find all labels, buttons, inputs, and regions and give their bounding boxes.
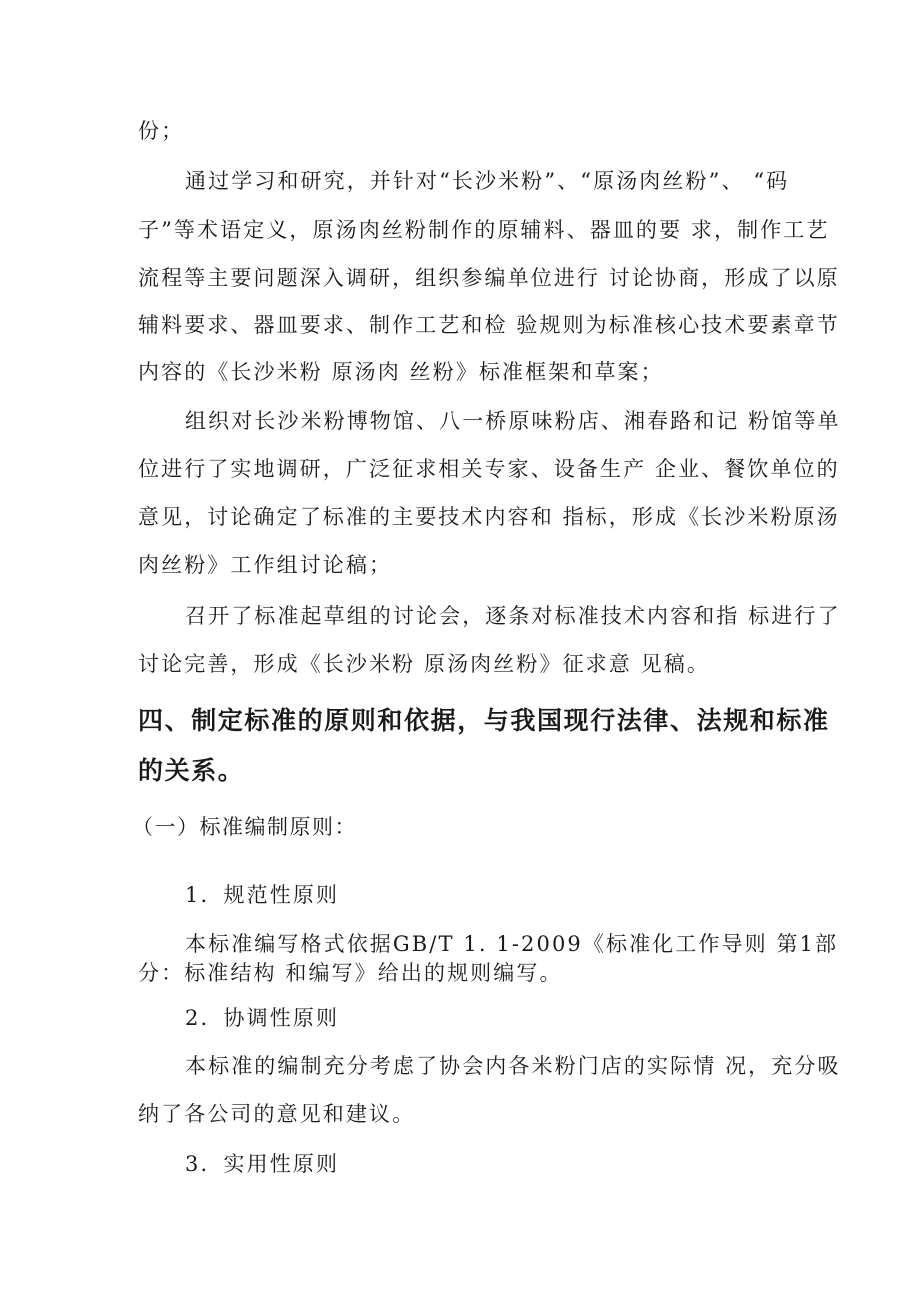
paragraph-line: 召开了标准起草组的讨论会，逐条对标准技术内容和指 标进行了 <box>185 604 841 628</box>
paragraph-line: 位进行了实地调研，广泛征求相关专家、设备生产 企业、餐饮单位的 <box>138 457 840 481</box>
paragraph-line: 纳了各公司的意见和建议。 <box>138 1102 416 1126</box>
paragraph-line: 组织对长沙米粉博物馆、八一桥原味粉店、湘春路和记 粉馆等单 <box>185 409 841 433</box>
paragraph-line: 流程等主要问题深入调研，组织参编单位进行 讨论协商，形成了以原 <box>138 266 840 290</box>
paragraph-continuation: 份； <box>138 119 185 143</box>
paragraph-line: 分：标准结构 和编写》给出的规则编写。 <box>138 961 563 985</box>
item-title: 1．规范性原则 <box>185 883 340 907</box>
paragraph-line: 子”等术语定义，原汤肉丝粉制作的原辅料、器皿的要 求，制作工艺 <box>138 218 830 242</box>
paragraph-line: 肉丝粉》工作组讨论稿； <box>138 553 393 577</box>
paragraph-line: 本标准的编制充分考虑了协会内各米粉门店的实际情 况，充分吸 <box>185 1054 841 1078</box>
paragraph-line: 通过学习和研究，并针对“长沙米粉”、“原汤肉丝粉”、 “码 <box>185 169 790 193</box>
paragraph-line: 意见，讨论确定了标准的主要技术内容和 指标，形成《长沙米粉原汤 <box>138 505 840 529</box>
section-heading-continuation: 的关系。 <box>138 756 245 785</box>
section-heading: 四、制定标准的原则和依据，与我国现行法律、法规和标准 <box>138 706 830 735</box>
subsection-heading: （一）标准编制原则： <box>132 815 357 839</box>
paragraph-line: 辅料要求、器皿要求、制作工艺和检 验规则为标准核心技术要素章节 <box>138 313 840 337</box>
paragraph-line: 讨论完善，形成《长沙米粉 原汤肉丝粉》征求意 见稿。 <box>138 652 710 676</box>
paragraph-line: 内容的《长沙米粉 原汤肉 丝粉》标准框架和草案； <box>138 360 664 384</box>
item-title: 3．实用性原则 <box>185 1152 340 1176</box>
item-title: 2．协调性原则 <box>185 1006 340 1030</box>
paragraph-line: 本标准编写格式依据GB/T 1. 1-2009《标准化工作导则 第1部 <box>185 932 839 956</box>
